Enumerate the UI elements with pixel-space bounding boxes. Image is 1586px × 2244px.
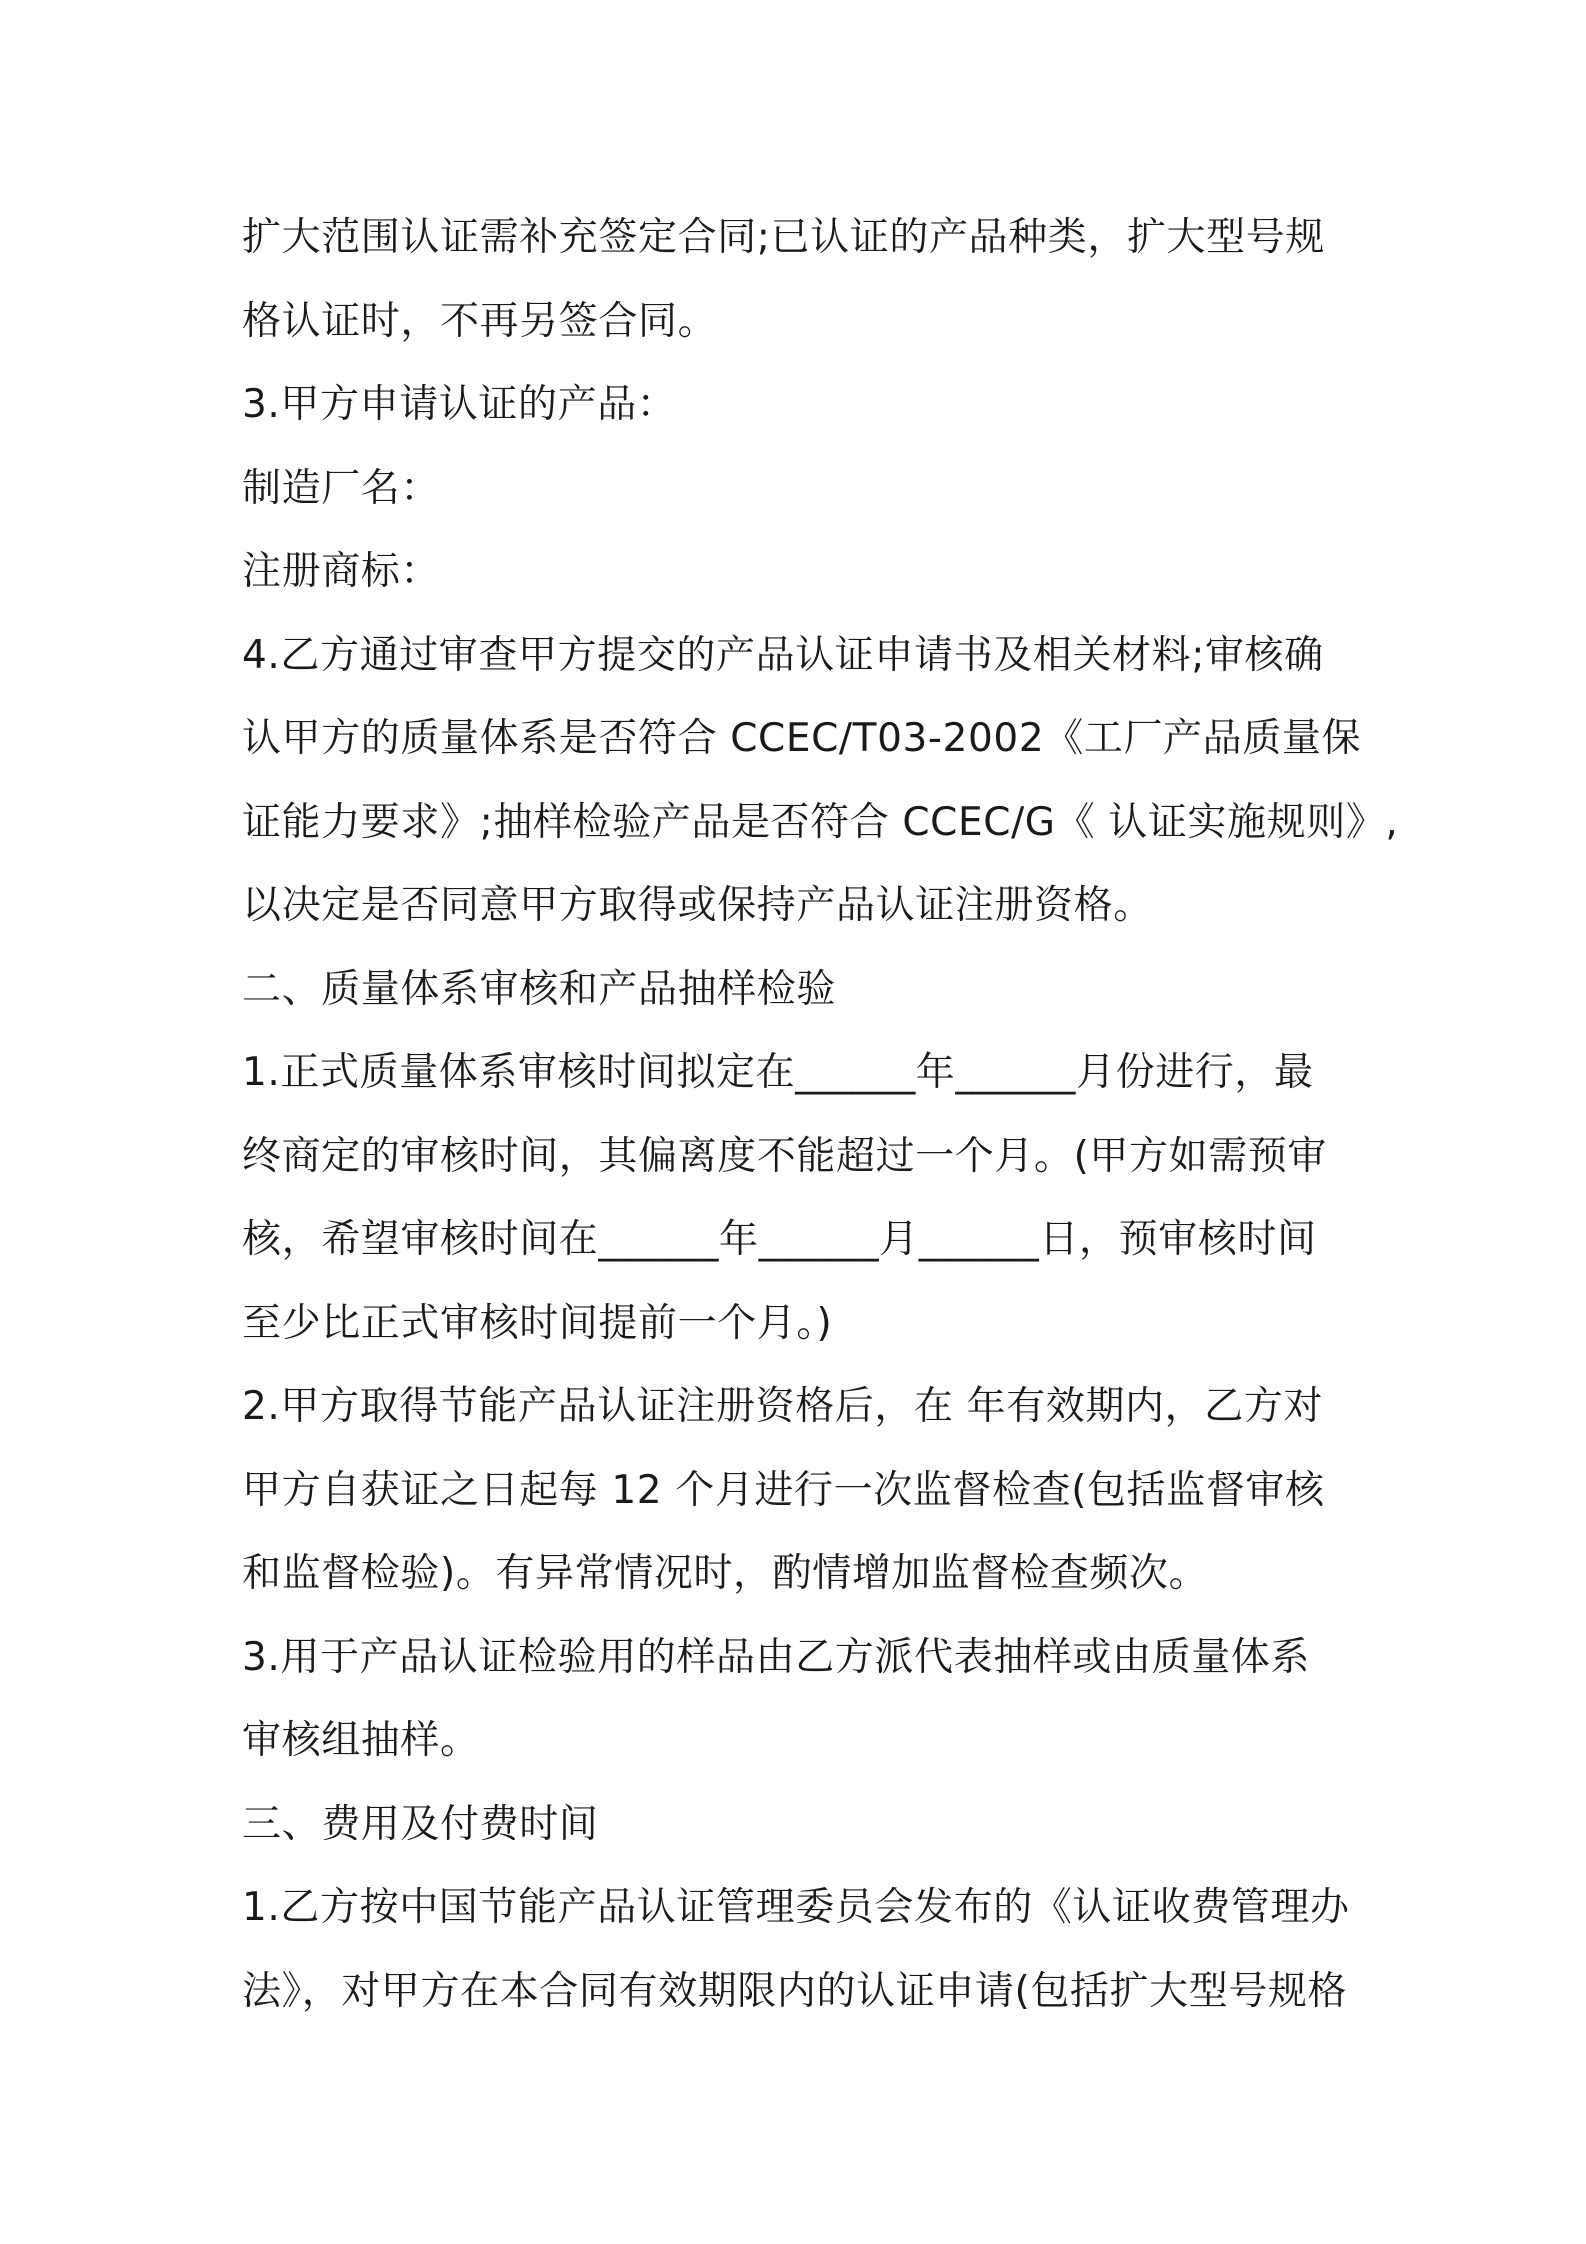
document-body <box>242 196 1399 2033</box>
text-line: 2.甲方取得节能产品认证注册资格后，在 年有效期内，乙方对 <box>242 1384 1324 1429</box>
text-line: 核，希望审核时间在______年______月______日，预审核时间 <box>242 1217 1317 1262</box>
text-line: 1.乙方按中国节能产品认证管理委员会发布的《认证收费管理办 <box>242 1885 1350 1930</box>
text-line: 格认证时，不再另签合同。 <box>242 298 718 344</box>
text-line: 3.用于产品认证检验用的样品由乙方派代表抽样或由质量体系 <box>242 1634 1311 1680</box>
clause-heading: 3.甲方申请认证的产品： <box>242 382 677 427</box>
section-heading: 三、费用及付费时间 <box>242 1801 599 1847</box>
section-heading: 二、质量体系审核和产品抽样检验 <box>242 966 837 1012</box>
text-line: 甲方自获证之日起每 12 个月进行一次监督检查(包括监督审核 <box>242 1467 1325 1513</box>
trademark-field: 注册商标： <box>242 549 441 594</box>
text-line: 证能力要求》;抽样检验产品是否符合 CCEC/G《 认证实施规则》, <box>242 799 1399 845</box>
manufacturer-name-field: 制造厂名： <box>242 465 441 511</box>
text-line: 认甲方的质量体系是否符合 CCEC/T03-2002《工厂产品质量保 <box>242 716 1362 761</box>
text-line: 审核组抽样。 <box>242 1718 480 1763</box>
text-line: 法》，对甲方在本合同有效期限内的认证申请(包括扩大型号规格 <box>242 1968 1348 2014</box>
text-line: 和监督检验)。有异常情况时，酌情增加监督检查频次。 <box>242 1551 1209 1596</box>
text-line: 以决定是否同意甲方取得或保持产品认证注册资格。 <box>242 883 1153 928</box>
text-line: 4.乙方通过审查甲方提交的产品认证申请书及相关材料;审核确 <box>242 632 1324 678</box>
text-line: 终商定的审核时间，其偏离度不能超过一个月。(甲方如需预审 <box>242 1133 1328 1179</box>
text-line: 1.正式质量体系审核时间拟定在______年______月份进行，最 <box>242 1050 1314 1095</box>
text-line: 扩大范围认证需补充签定合同;已认证的产品种类，扩大型号规 <box>242 215 1325 260</box>
text-line: 至少比正式审核时间提前一个月。) <box>242 1300 833 1346</box>
